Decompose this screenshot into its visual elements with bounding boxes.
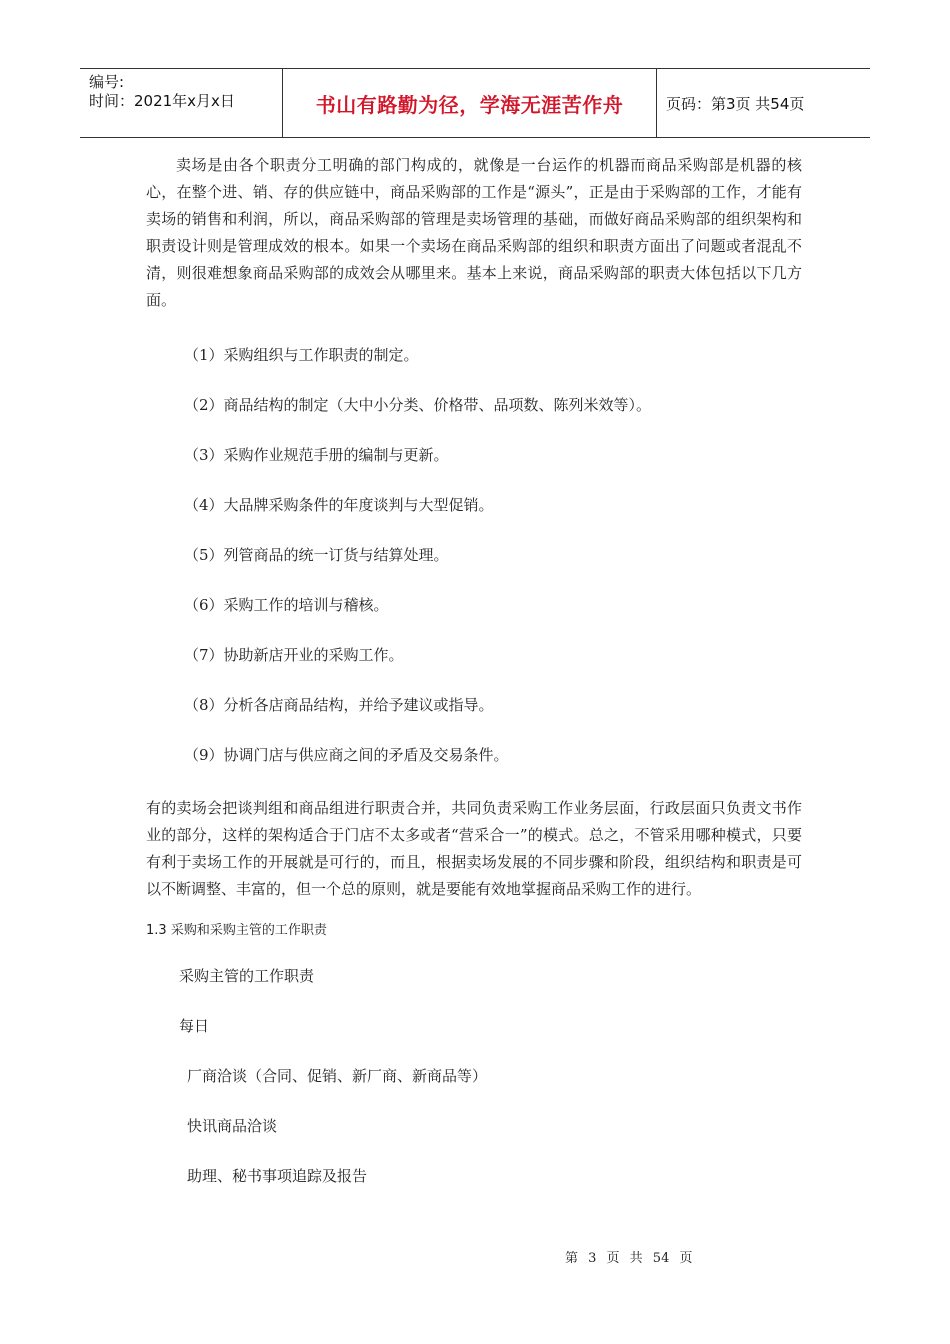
header-page-info: 页码：第3页 共54页 (666, 94, 805, 113)
document-body (146, 152, 802, 1213)
time-label: 时间：2021年x月x日 (89, 92, 235, 110)
list-item: （8）分析各店商品结构，并给予建议或指导。 (184, 696, 494, 714)
list-item: （5）列管商品的统一订货与结算处理。 (184, 546, 449, 564)
list-item: （2）商品结构的制定（大中小分类、价格带、品项数、陈列米效等）。 (184, 396, 652, 414)
section-number: 1.3 (146, 923, 167, 938)
number-label: 编号: (89, 73, 125, 91)
list-item: （4）大品牌采购条件的年度谈判与大型促销。 (184, 496, 494, 514)
intro-paragraph: 卖场是由各个职责分工明确的部门构成的，就像是一台运作的机器而商品采购部是机器的核心，在整个进、销、存的供应链中，商品采购部的工作是“源头”，正是由于采购部的工作，才能有卖场的销售和利润，所以，商品采购部的管理是卖场管理的基础，而做好商品采购部的组织架构和职责设计则是管理成效的根本。如果一个卖场在商品采购部的组织和职责方面出了问题或者混乱不清，则很难想象商品采购部的成效会从哪里来。基本上来说，商品采购部的职责大体包括以下几方面。 (146, 156, 802, 309)
list-item: （6）采购工作的培训与稽核。 (184, 596, 389, 614)
page-header (80, 68, 870, 138)
list-item: （3）采购作业规范手册的编制与更新。 (184, 446, 449, 464)
list-item: （9）协调门店与供应商之间的矛盾及交易条件。 (184, 746, 509, 764)
section-title: 采购和采购主管的工作职责 (170, 923, 327, 938)
header-motto-cell (282, 69, 657, 137)
daily-label: 每日 (179, 1017, 210, 1035)
list-item: （1）采购组织与工作职责的制定。 (184, 346, 419, 364)
daily-item: 快讯商品洽谈 (187, 1117, 278, 1135)
daily-item: 助理、秘书事项追踪及报告 (187, 1167, 368, 1185)
sub-heading: 采购主管的工作职责 (179, 967, 315, 985)
list-item: （7）协助新店开业的采购工作。 (184, 646, 404, 664)
daily-item: 厂商洽谈（合同、促销、新厂商、新商品等） (187, 1067, 488, 1085)
paragraph-2: 有的卖场会把谈判组和商品组进行职责合并，共同负责采购工作业务层面，行政层面只负责文书作业的部分，这样的架构适合于门店不太多或者“营采合一”的模式。总之，不管采用哪种模式，只要有利于卖场工作的开展就是可行的，而且，根据卖场发展的不同步骤和阶段，组织结构和职责是可以不断调整、丰富的，但一个总的原则，就是要能有效地掌握商品采购工作的进行。 (146, 799, 802, 898)
header-motto: 书山有路勤为径，学海无涯苦作舟 (315, 92, 624, 117)
header-meta (80, 69, 282, 137)
page-footer: 第 3 页 共 54 页 (565, 1251, 693, 1266)
section-heading (146, 921, 802, 941)
